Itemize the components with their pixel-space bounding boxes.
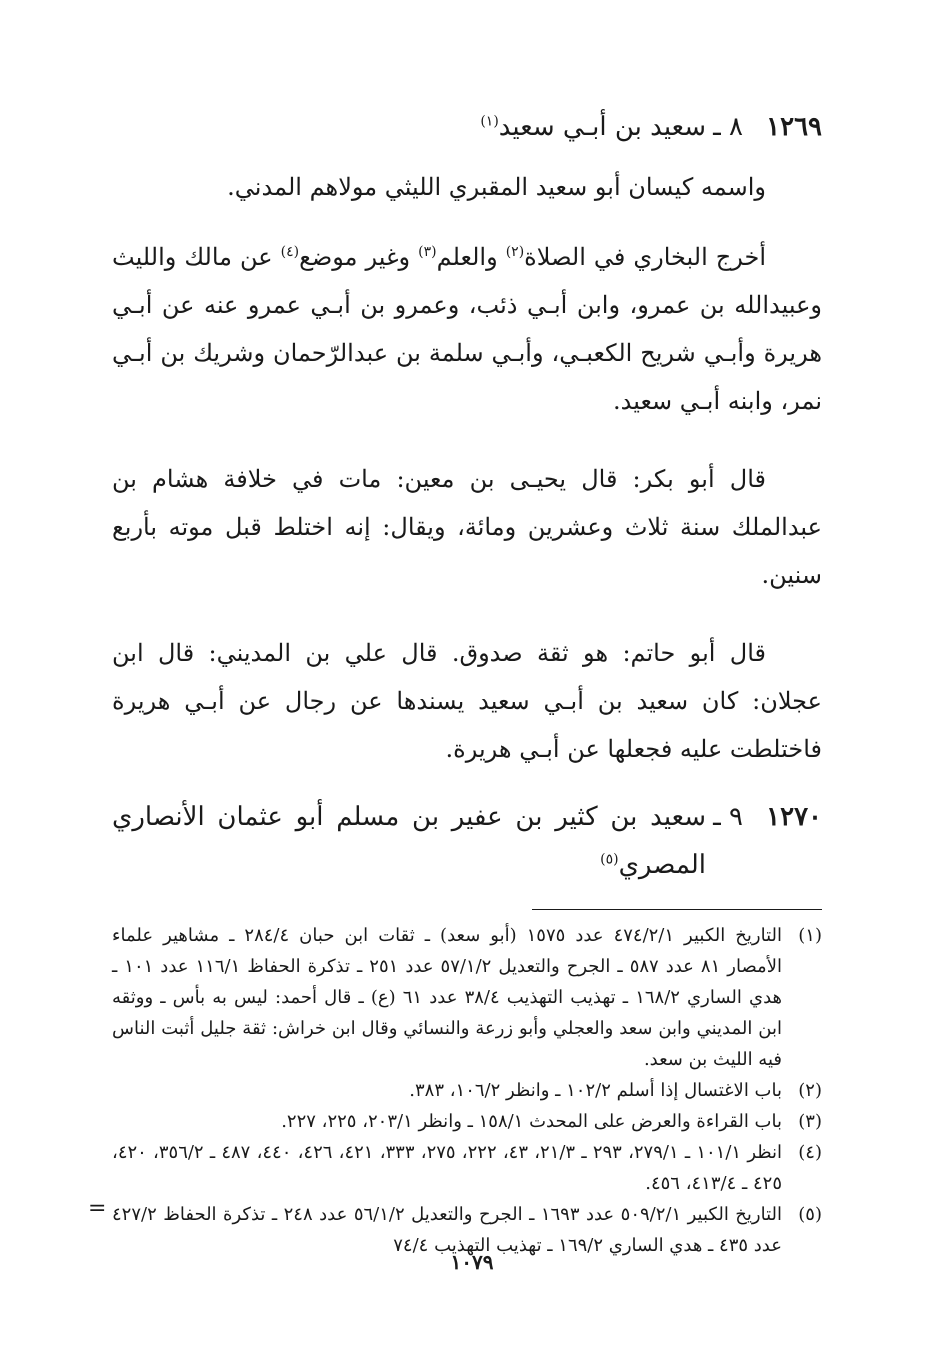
footnote-text: باب القراءة والعرض على المحدث ١٥٨/١ ـ وانظر ٢٠٣/١، ٢٢٥، ٢٢٧.	[281, 1111, 782, 1132]
footnote-text: التاريخ الكبير ٤٧٤/٢/١ عدد ١٥٧٥ (أبو سعد) ـ ثقات ابن حبان ٢٨٤/٤ ـ مشاهير علماء الأمصار ٨١ عدد ٥٨٧ ـ الجرح والتعديل ٥٧/١/٢ عدد ٢٥١ ـ تذكرة الحفاظ ١١٦/١ عدد ١٠١ ـ هدي الساري ١٦٨/٢ ـ تهذيب التهذيب ٣٨/٤ عدد ٦١ (ع) ـ قال أحمد: ليس به بأس ـ ووثقه ابن المديني وابن سعد والعجلي وأبو زرعة والنسائي وقال ابن خراش: ثقة جليل أثبت الناس فيه الليث بن سعد.	[112, 925, 783, 1070]
continuation-mark: =	[88, 1196, 107, 1221]
footnote-item	[112, 1075, 822, 1106]
footnote-number: (١)	[798, 925, 822, 946]
entry-1269-heading	[112, 105, 822, 149]
entry-index: ٩ ـ	[713, 802, 743, 832]
footnote-ref: (٤)	[280, 244, 300, 260]
footnote-number: (٢)	[798, 1080, 822, 1101]
footnote-number: (٥)	[798, 1204, 822, 1225]
footnotes	[112, 920, 822, 1261]
footnote-divider	[532, 909, 822, 910]
footnote-ref: (٣)	[418, 244, 437, 260]
footnote-number: (٤)	[798, 1142, 822, 1163]
paragraph-narrators: أخرج البخاري في الصلاة$^{(٢)}$ والعلم$^{(٣)}$ وغير موضع$^{(٤)}$ عن مالك والليث وعبيدالله بن عمرو، وابن أبـي ذئب، وعمرو بن أبـي عمرو عنه عن أبـي هريرة وأبـي شريح الكعبـي، وأبـي سلمة بن عبدالرّحمان وشريك بن أبـي نمر، وابنه أبـي سعيد.	[112, 243, 822, 415]
footnote-item	[112, 920, 822, 1075]
page-number: ١٠٧٩	[450, 1250, 494, 1274]
entry-number: ١٢٧٠	[766, 802, 822, 832]
footnote-number: (٣)	[798, 1111, 822, 1132]
footnote-text: انظر ١٠١/١ ـ ٢٧٩/١، ٢٩٣ ـ ٢١/٣، ٤٣، ٢٢٢، ٢٧٥، ٣٣٣، ٤٢١، ٤٢٦، ٤٤٠، ٤٨٧ ـ ٣٥٦/٢، ٤٢٠، ٤٢٥ ـ ٤١٣/٤، ٤٥٦.	[112, 1142, 783, 1194]
entry-number: ١٢٦٩	[766, 112, 822, 142]
paragraph-name: واسمه كيسان أبو سعيد المقبري الليثي مولاهم المدني.	[227, 173, 766, 201]
entry-name: سعيد بن كثير بن عفير بن مسلم أبو عثمان الأنصاري المصري$^{(٥)}$	[112, 802, 706, 880]
paragraph-abu-hatim: قال أبو حاتم: هو ثقة صدوق. قال علي بن المديني: قال ابن عجلان: كان سعيد بن أبـي سعيد يسندها عن رجال عن أبـي هريرة فاختلطت عليه فجعلها عن أبـي هريرة.	[112, 639, 822, 763]
entry-index: ٨ ـ	[713, 112, 743, 142]
footnote-ref: (٢)	[505, 244, 525, 260]
footnote-ref: (٥)	[600, 851, 619, 868]
page-body	[112, 105, 822, 1261]
entry-1270-heading	[112, 793, 822, 889]
footnote-text: باب الاغتسال إذا أسلم ١٠٢/٢ ـ وانظر ١٠٦/٢، ٣٨٣.	[409, 1080, 782, 1101]
footnote-ref: (١)	[480, 113, 499, 130]
footnote-item	[112, 1106, 822, 1137]
footnote-item	[112, 1137, 822, 1199]
entry-name: سعيد بن أبـي سعيد$^{(١)}$	[480, 112, 706, 142]
paragraph-abu-bakr: قال أبو بكر: قال يحيـى بن معين: مات في خلافة هشام بن عبدالملك سنة ثلاث وعشرين ومائة، ويقال: إنه اختلط قبل موته بأربع سنين.	[112, 465, 822, 589]
footnote-text: التاريخ الكبير ٥٠٩/٢/١ عدد ١٦٩٣ ـ الجرح والتعديل ٥٦/١/٢ عدد ٢٤٨ ـ تذكرة الحفاظ ٤٢٧/٢ عدد ٤٣٥ ـ هدي الساري ١٦٩/٢ ـ تهذيب التهذيب ٧٤/٤	[112, 1204, 783, 1256]
